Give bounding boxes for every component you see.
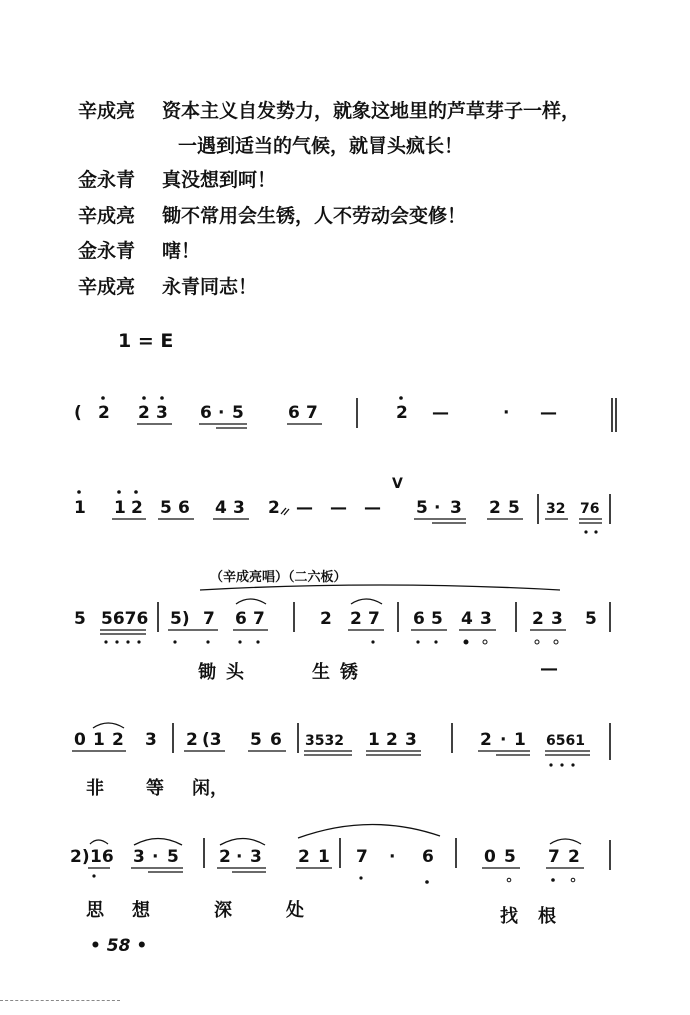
singing-annotation: （辛成亮唱）（二六板） (210, 570, 347, 585)
dash: — (296, 498, 313, 518)
dialogue-text: 一遇到适当的气候，就冒头疯长！ (178, 135, 464, 157)
dot: · (434, 498, 441, 518)
note: 6 (288, 403, 300, 423)
note: 5 (508, 498, 520, 518)
note: 32 (546, 501, 566, 517)
speaker: 金永青 (78, 169, 136, 191)
lyric: 闲， (192, 778, 228, 799)
score-line-4 (72, 723, 610, 767)
lyric: 头 (226, 662, 244, 683)
note: 5 (416, 498, 428, 518)
note: 3532 (305, 733, 344, 749)
note: 7 (253, 609, 265, 629)
lyric: 生 (312, 662, 330, 683)
note: 2 (386, 730, 398, 750)
note: 2 (268, 498, 280, 518)
note: 5 (250, 730, 262, 750)
note: 2 (480, 730, 492, 750)
lyric: 找 (500, 906, 518, 927)
note: 2 (320, 609, 332, 629)
lyric: 想 (132, 900, 150, 921)
note: 3 (405, 730, 417, 750)
note: 16 (90, 847, 114, 867)
note: 1 (93, 730, 105, 750)
note: 4 (461, 609, 473, 629)
lyric: 思 (86, 900, 104, 921)
note: 4 (215, 498, 227, 518)
lyric: 等 (146, 778, 164, 799)
dot: · (503, 403, 510, 423)
note: (3 (202, 730, 222, 750)
note: 5676 (101, 609, 149, 629)
note: 7 (368, 609, 380, 629)
lyric: 锄 (198, 662, 216, 683)
dialogue-text: 真没想到呵！ (162, 169, 277, 191)
note: 2 (138, 403, 150, 423)
dash: — (330, 498, 347, 518)
note: 6 (270, 730, 282, 750)
note: 6 (200, 403, 212, 423)
note: 5 (160, 498, 172, 518)
note: 3 (450, 498, 462, 518)
scan-edge (0, 1000, 120, 1003)
breath-mark: V (392, 476, 403, 492)
key-signature: 1 = E (118, 330, 174, 352)
paren: ( (74, 403, 82, 423)
note: 3 (250, 847, 262, 867)
note: 0 (74, 730, 86, 750)
note: 2) (70, 847, 90, 867)
note: 2 (112, 730, 124, 750)
score-line-3 (74, 599, 610, 644)
note: 7 (306, 403, 318, 423)
note: 1 (514, 730, 526, 750)
speaker: 辛成亮 (78, 205, 136, 227)
note: 2 (219, 847, 231, 867)
note: 5 (585, 609, 597, 629)
note: 6 (178, 498, 190, 518)
lyrics-line-4 (86, 777, 228, 799)
note: 2 (186, 730, 198, 750)
score-line-2 (74, 476, 610, 534)
dash: — (364, 498, 381, 518)
lyric: 锈 (340, 662, 358, 683)
dialogue-text: 资本主义自发势力，就象这地里的芦草芽子一样， (162, 100, 581, 122)
note: 3 (233, 498, 245, 518)
note: 5 (167, 847, 179, 867)
speaker: 辛成亮 (78, 276, 136, 298)
dialogue-text: 嗐！ (162, 240, 201, 262)
note: 3 (551, 609, 563, 629)
lyric: — (540, 658, 558, 679)
note: 3 (156, 403, 168, 423)
dash: — (540, 403, 557, 423)
note: 7 (356, 847, 368, 867)
note: 3 (480, 609, 492, 629)
note: 3 (145, 730, 157, 750)
lyrics-line-3 (198, 658, 558, 683)
score-line-1 (74, 396, 616, 432)
note: 2 (532, 609, 544, 629)
note: 0 (484, 847, 496, 867)
dialogue-text: 永青同志！ (162, 276, 258, 298)
dot: · (218, 403, 225, 423)
dot: · (500, 730, 507, 750)
note: 6 (413, 609, 425, 629)
note: 2 (350, 609, 362, 629)
dialogue-text: 锄不常用会生锈，人不劳动会变修！ (162, 205, 467, 227)
dot: · (236, 847, 243, 867)
dot: · (152, 847, 159, 867)
lyric: 处 (286, 900, 304, 921)
speaker: 金永青 (78, 240, 136, 262)
dash: — (432, 403, 449, 423)
note: 1 (74, 498, 86, 518)
note: 6 (422, 847, 434, 867)
note: 5 (431, 609, 443, 629)
page-number: • 58 • (90, 936, 148, 956)
note: 1 (368, 730, 380, 750)
note: 5 (74, 609, 86, 629)
note: 1 (114, 498, 126, 518)
note: 6 (235, 609, 247, 629)
note: 3 (133, 847, 145, 867)
note: 7 (203, 609, 215, 629)
note: 2 (298, 847, 310, 867)
score-line-5 (70, 824, 610, 883)
note: 2 (131, 498, 143, 518)
lyric: 根 (538, 906, 556, 927)
note: 5 (232, 403, 244, 423)
lyric: 非 (86, 778, 104, 799)
note: 5) (170, 609, 190, 629)
lyric: 深 (214, 900, 232, 921)
note: 2 (489, 498, 501, 518)
note: 2 (396, 403, 408, 423)
speaker: 辛成亮 (78, 100, 136, 122)
note: 2 (568, 847, 580, 867)
note: 1 (318, 847, 330, 867)
lyrics-line-5 (86, 899, 556, 927)
note: 6561 (546, 733, 585, 749)
note: 76 (580, 501, 600, 517)
note: 2 (98, 403, 110, 423)
note: 5 (504, 847, 516, 867)
note: 7 (548, 847, 560, 867)
dot: · (389, 847, 396, 867)
